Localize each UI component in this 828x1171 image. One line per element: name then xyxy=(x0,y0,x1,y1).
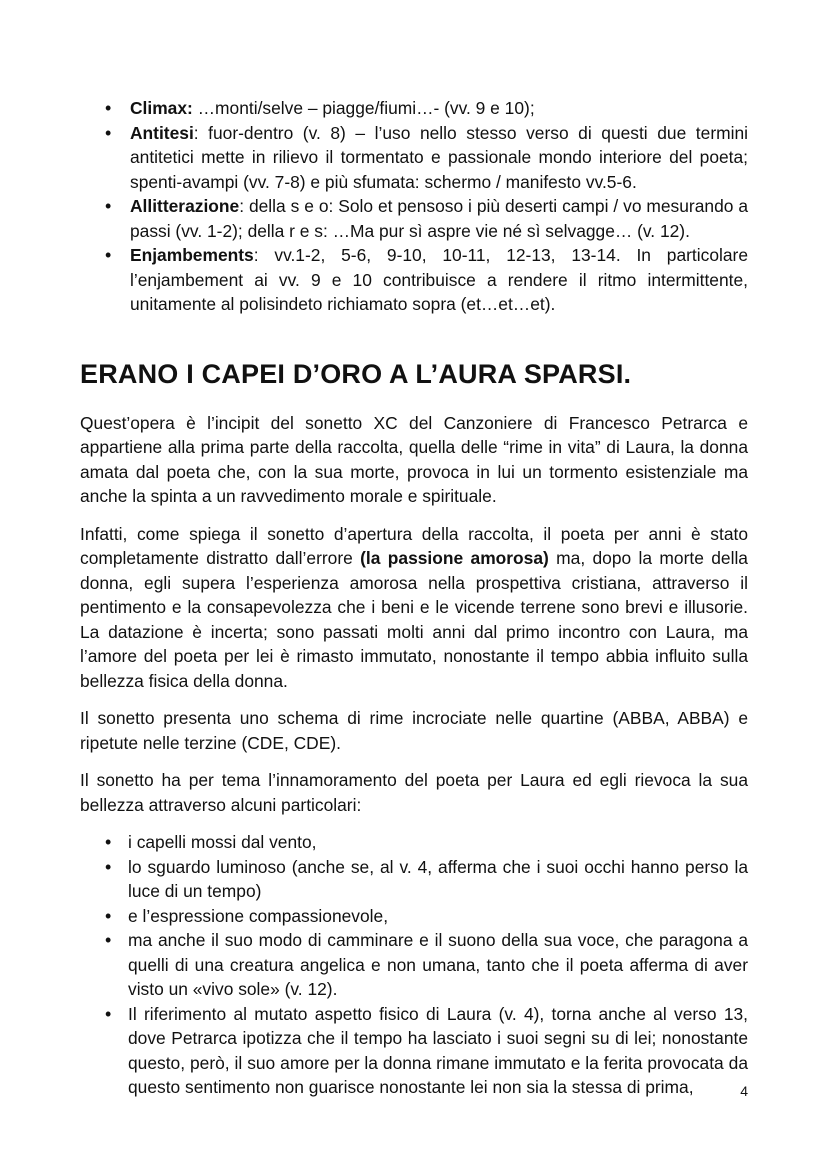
list-item: • e l’espressione compassionevole, xyxy=(80,904,748,929)
paragraph-intro: Quest’opera è l’incipit del sonetto XC del Canzoniere di Francesco Petrarca e appartiene alla prima parte della raccolta, quella delle “rime in vita” di Laura, la donna amata dal poeta che, con la sua morte, provoca in lui un tormento esistenziale ma anche la spinta a un ravvedimento morale e spirituale. xyxy=(80,412,748,506)
item-text: : fuor-dentro (v. 8) – l’uso nello stesso verso di questi due termini antitetici mette in rilievo il tormentato e passionale mondo interiore del poeta; spenti-avampi (vv. 7-8) e più sfumata: schermo / manifesto vv.5-6. xyxy=(130,122,748,192)
text-run: ma, dopo la morte della donna, egli supera l’esperienza amorosa nella prospettiva cristiana, attraverso il pentimento e la consapevolezza che i beni e le vicende terrene sono brevi e illusorie. La datazione è incerta; sono passati molti anni dal primo incontro con Laura, ma l’amore del poeta per lei è rimasto immutato, nonostante il tempo abbia influito sulla bellezza fisica della donna. xyxy=(80,548,748,691)
paragraph-context xyxy=(80,522,748,694)
list-item xyxy=(80,121,748,195)
paragraph-theme: Il sonetto ha per tema l’innamoramento del poeta per Laura ed egli rievoca la sua bellezza attraverso alcuni particolari: xyxy=(80,770,748,815)
list-item: • ma anche il suo modo di camminare e il suono della sua voce, che paragona a quelli di una creatura angelica e non umana, tanto che il poeta afferma di aver visto un «vivo sole» (v. 12). xyxy=(80,928,748,1002)
term-label: Antitesi xyxy=(130,122,194,143)
rhetorical-devices-list xyxy=(80,96,748,317)
term-label: Allitterazione xyxy=(130,196,240,216)
list-item xyxy=(80,194,748,243)
page-number: 4 xyxy=(740,1083,748,1099)
item-text: : della s e o: Solo et pensoso i più deserti campi / vo mesurando a passi (vv. 1-2); della r e s: …Ma pur sì aspre vie né sì selvagge… (v. 12). xyxy=(130,196,748,241)
item-text: …monti/selve – piagge/fiumi…- (vv. 9 e 10); xyxy=(192,98,535,118)
list-item xyxy=(80,243,748,317)
list-item: • Il riferimento al mutato aspetto fisico di Laura (v. 4), torna anche al verso 13, dove Petrarca ipotizza che il tempo ha lasciato i suoi segni su di lei; nonostante questo, però, il suo amore per la donna rimane immutato e la ferita provocata da questo sentimento non guarisce nonostante lei non sia la stessa di prima, xyxy=(80,1002,748,1100)
text-run: Infatti, come spiega il sonetto d’apertura della raccolta, il poeta per anni è stato completamente distratto dall’errore xyxy=(80,523,748,568)
list-item xyxy=(80,96,748,121)
list-item: • i capelli mossi dal vento, xyxy=(80,830,748,855)
term-label: Enjambements xyxy=(130,245,254,265)
term-label: Climax: xyxy=(130,98,193,118)
item-text: : vv.1-2, 5-6, 9-10, 10-11, 12-13, 13-14. In particolare l’enjambement ai vv. 9 e 10 contribuisce a rendere il ritmo intermittente, unitamente al polisindeto richiamato sopra (et…et…et). xyxy=(130,245,748,314)
details-list xyxy=(80,830,748,1100)
section-title: ERANO I CAPEI D’ORO A L’AURA SPARSI. xyxy=(80,358,632,389)
paragraph-rhyme-scheme: Il sonetto presenta uno schema di rime incrociate nelle quartine (ABBA, ABBA) e ripetute nelle terzine (CDE, CDE). xyxy=(80,708,748,753)
bold-text: (la passione amorosa) xyxy=(360,548,549,568)
list-item: • lo sguardo luminoso (anche se, al v. 4, afferma che i suoi occhi hanno perso la luce di un tempo) xyxy=(80,855,748,904)
